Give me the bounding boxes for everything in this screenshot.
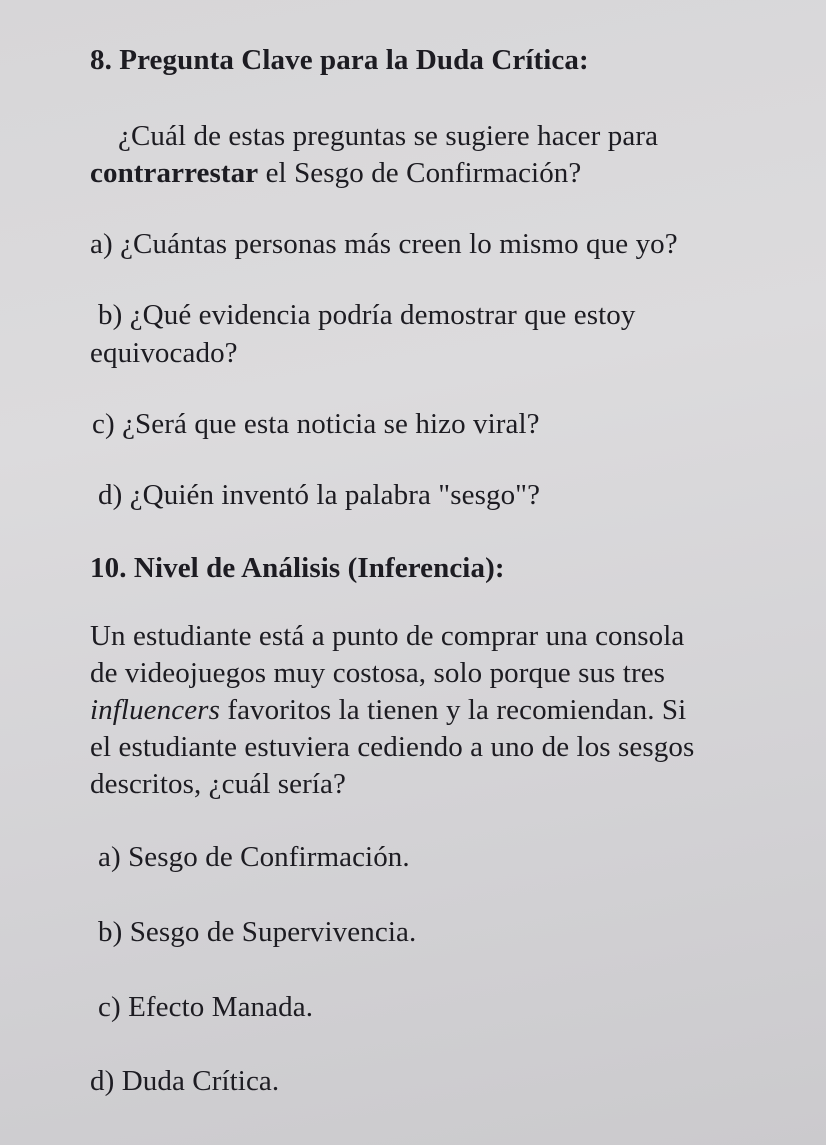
question-10-title: 10. Nivel de Análisis (Inferencia):	[90, 552, 505, 584]
question-10-option-a: a) Sesgo de Confirmación.	[98, 841, 410, 873]
question-10-stem-line-4: el estudiante estuviera cediendo a uno de los sesgos	[90, 731, 695, 763]
question-10-stem-line-3-rest: favoritos la tienen y la recomiendan. Si	[219, 694, 687, 726]
question-10-option-d: d) Duda Crítica.	[90, 1065, 280, 1097]
question-10-option-c: c) Efecto Manada.	[98, 991, 314, 1023]
question-8-stem-line-1: ¿Cuál de estas preguntas se sugiere hacer para	[118, 120, 659, 152]
question-8-stem-line-2	[90, 155, 581, 191]
question-8-option-b-line-2: equivocado?	[90, 337, 238, 369]
question-8-option-d: d) ¿Quién inventó la palabra "sesgo"?	[98, 479, 541, 511]
question-10-stem-line-5: descritos, ¿cuál sería?	[90, 768, 346, 800]
question-8-option-a: a) ¿Cuántas personas más creen lo mismo que yo?	[90, 228, 678, 260]
question-10-stem-line-1: Un estudiante está a punto de comprar una consola	[90, 620, 685, 652]
emphasis-contrarrestar: contrarrestar	[90, 157, 259, 189]
question-10-option-b: b) Sesgo de Supervivencia.	[98, 916, 417, 948]
italic-influencers: influencers	[90, 694, 220, 726]
question-8-option-b-line-1: b) ¿Qué evidencia podría demostrar que estoy	[98, 299, 636, 331]
question-8-title: 8. Pregunta Clave para la Duda Crítica:	[90, 44, 589, 76]
question-8-stem-line-2-rest: el Sesgo de Confirmación?	[258, 157, 582, 189]
question-10-stem-line-3	[90, 692, 686, 728]
question-8-option-c: c) ¿Será que esta noticia se hizo viral?	[92, 408, 540, 440]
question-10-stem-line-2: de videojuegos muy costosa, solo porque sus tres	[90, 657, 666, 689]
